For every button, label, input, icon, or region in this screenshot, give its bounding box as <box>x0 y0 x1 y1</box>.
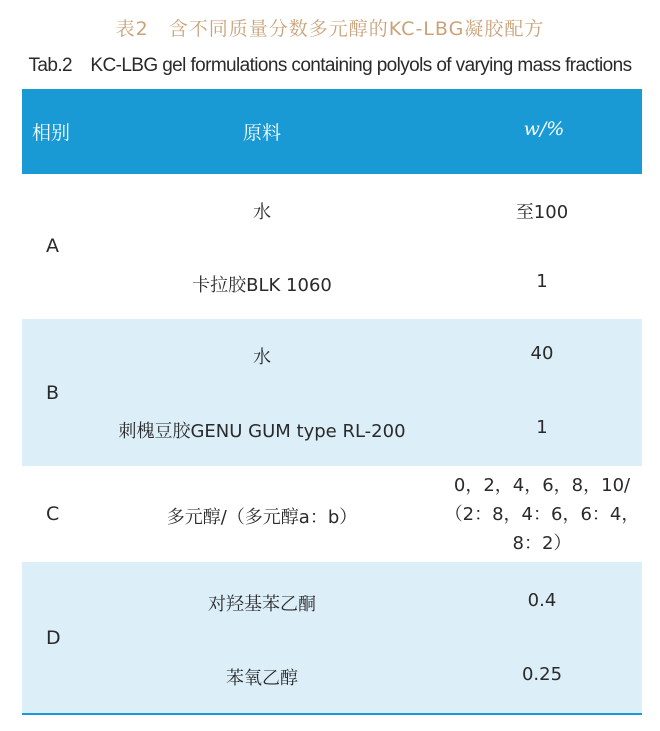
group-label: C <box>46 503 60 525</box>
formulation-table <box>22 89 642 715</box>
header-group: 相别 <box>32 122 71 144</box>
material-cell: 卡拉胶BLK 1060 <box>192 275 332 296</box>
mass-fraction-line: （2：8，4：6，6：4， <box>444 504 640 525</box>
mass-fraction-cell: 40 <box>530 343 554 364</box>
material-cell: 水 <box>253 202 271 223</box>
table-group-a <box>22 174 642 319</box>
mass-fraction-cell: 1 <box>536 417 548 438</box>
material-cell: 刺槐豆胶GENU GUM type RL-200 <box>118 421 406 442</box>
mass-fraction-line: 0，2，4，6，8，10/ <box>453 475 631 496</box>
header-material: 原料 <box>242 122 281 144</box>
table-caption-english: Tab.2 KC-LBG gel formulations containing polyols of varying mass fractions <box>28 55 632 76</box>
material-cell: 对羟基苯乙酮 <box>208 594 316 615</box>
table-bottom-rule <box>22 713 642 715</box>
group-label: B <box>46 382 60 404</box>
material-cell: 水 <box>253 347 271 368</box>
mass-fraction-cell <box>442 471 642 558</box>
group-label: D <box>46 627 61 649</box>
material-cell: 苯氧乙醇 <box>226 668 298 689</box>
group-label: A <box>46 235 59 257</box>
mass-fraction-cell: 1 <box>536 271 548 292</box>
table-caption-chinese: 表2 含不同质量分数多元醇的KC-LBG凝胶配方 <box>115 18 545 40</box>
material-cell: 多元醇/（多元醇a：b） <box>166 507 358 528</box>
mass-fraction-line: 8：2） <box>512 533 572 554</box>
mass-fraction-cell: 0.4 <box>527 590 557 611</box>
table-group-c <box>22 466 642 562</box>
table-group-b <box>22 319 642 466</box>
table-header <box>22 89 642 174</box>
mass-fraction-cell: 至100 <box>515 202 569 223</box>
header-mass-fraction: w/% <box>523 118 565 140</box>
table-group-d <box>22 562 642 713</box>
mass-fraction-cell: 0.25 <box>521 664 563 685</box>
